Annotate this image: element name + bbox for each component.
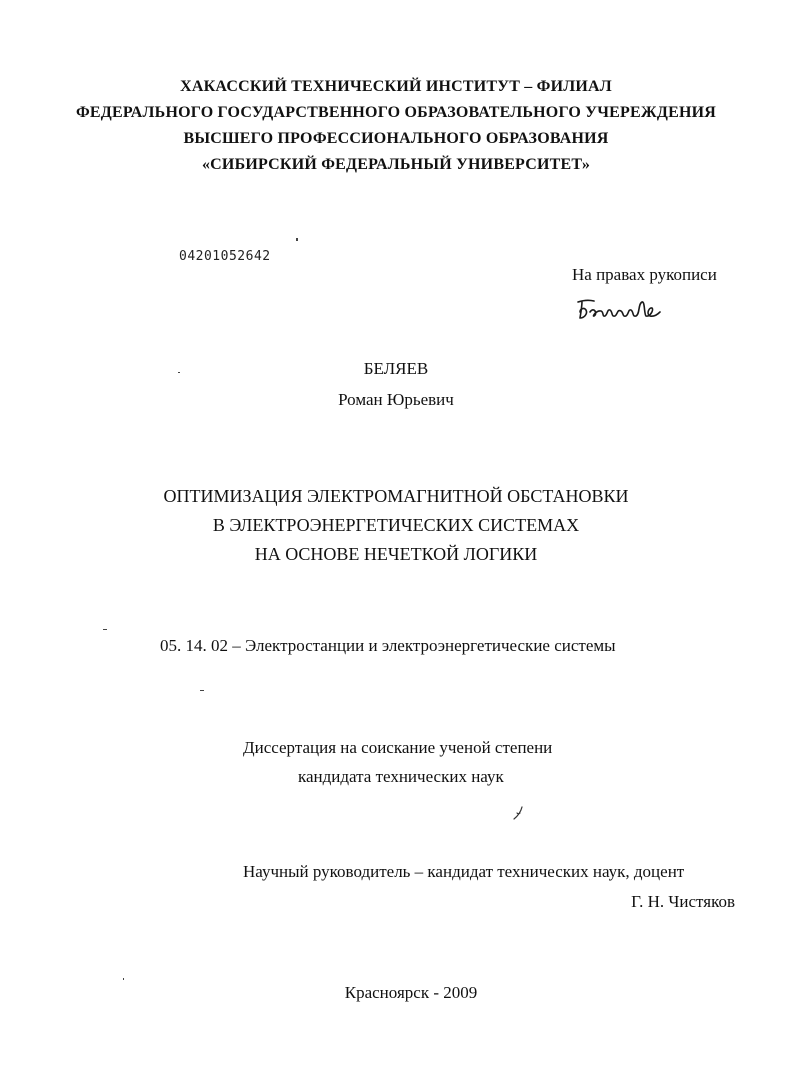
institution-header xyxy=(0,74,792,178)
specialty-code: 05. 14. 02 – Электростанции и электроэнергетические системы xyxy=(160,636,616,655)
author-name: Роман Юрьевич xyxy=(338,390,454,409)
city-year: Красноярск - 2009 xyxy=(344,983,478,1002)
degree-line-2: кандидата технических наук xyxy=(298,767,504,786)
header-line-3: ВЫСШЕГО ПРОФЕССИОНАЛЬНОГО ОБРАЗОВАНИЯ xyxy=(183,130,609,147)
supervisor-name: Г. Н. Чистяков xyxy=(631,892,735,911)
header-line-2: ФЕДЕРАЛЬНОГО ГОСУДАРСТВЕННОГО ОБРАЗОВАТЕЛЬНОГО УЧЕРЕЖДЕНИЯ xyxy=(75,104,717,121)
header-line-1: ХАКАССКИЙ ТЕХНИЧЕСКИЙ ИНСТИТУТ – ФИЛИАЛ xyxy=(180,78,612,95)
degree-line-1: Диссертация на соискание ученой степени xyxy=(243,738,553,757)
header-line-4: «СИБИРСКИЙ ФЕДЕРАЛЬНЫЙ УНИВЕРСИТЕТ» xyxy=(201,156,591,173)
scan-speck xyxy=(103,629,107,630)
title-line-3: НА ОСНОВЕ НЕЧЕТКОЙ ЛОГИКИ xyxy=(254,544,538,564)
scan-speck xyxy=(178,372,180,373)
scan-speck xyxy=(123,978,124,980)
title-line-1: ОПТИМИЗАЦИЯ ЭЛЕКТРОМАГНИТНОЙ ОБСТАНОВКИ xyxy=(163,486,629,506)
supervisor-block xyxy=(243,857,735,917)
author-surname: БЕЛЯЕВ xyxy=(363,359,429,378)
supervisor-role: Научный руководитель – кандидат технических наук, доцент xyxy=(243,862,685,881)
scan-speck xyxy=(296,238,298,241)
catalog-number: 04201052642 xyxy=(179,249,271,264)
scan-speck xyxy=(200,690,204,691)
pen-mark xyxy=(511,805,525,821)
title-line-2: В ЭЛЕКТРОЭНЕРГЕТИЧЕСКИХ СИСТЕМАХ xyxy=(212,515,580,535)
degree-statement xyxy=(243,733,552,791)
dissertation-title xyxy=(0,482,792,569)
rights-note: На правах рукописи xyxy=(572,265,717,284)
handwritten-signature xyxy=(574,292,674,326)
